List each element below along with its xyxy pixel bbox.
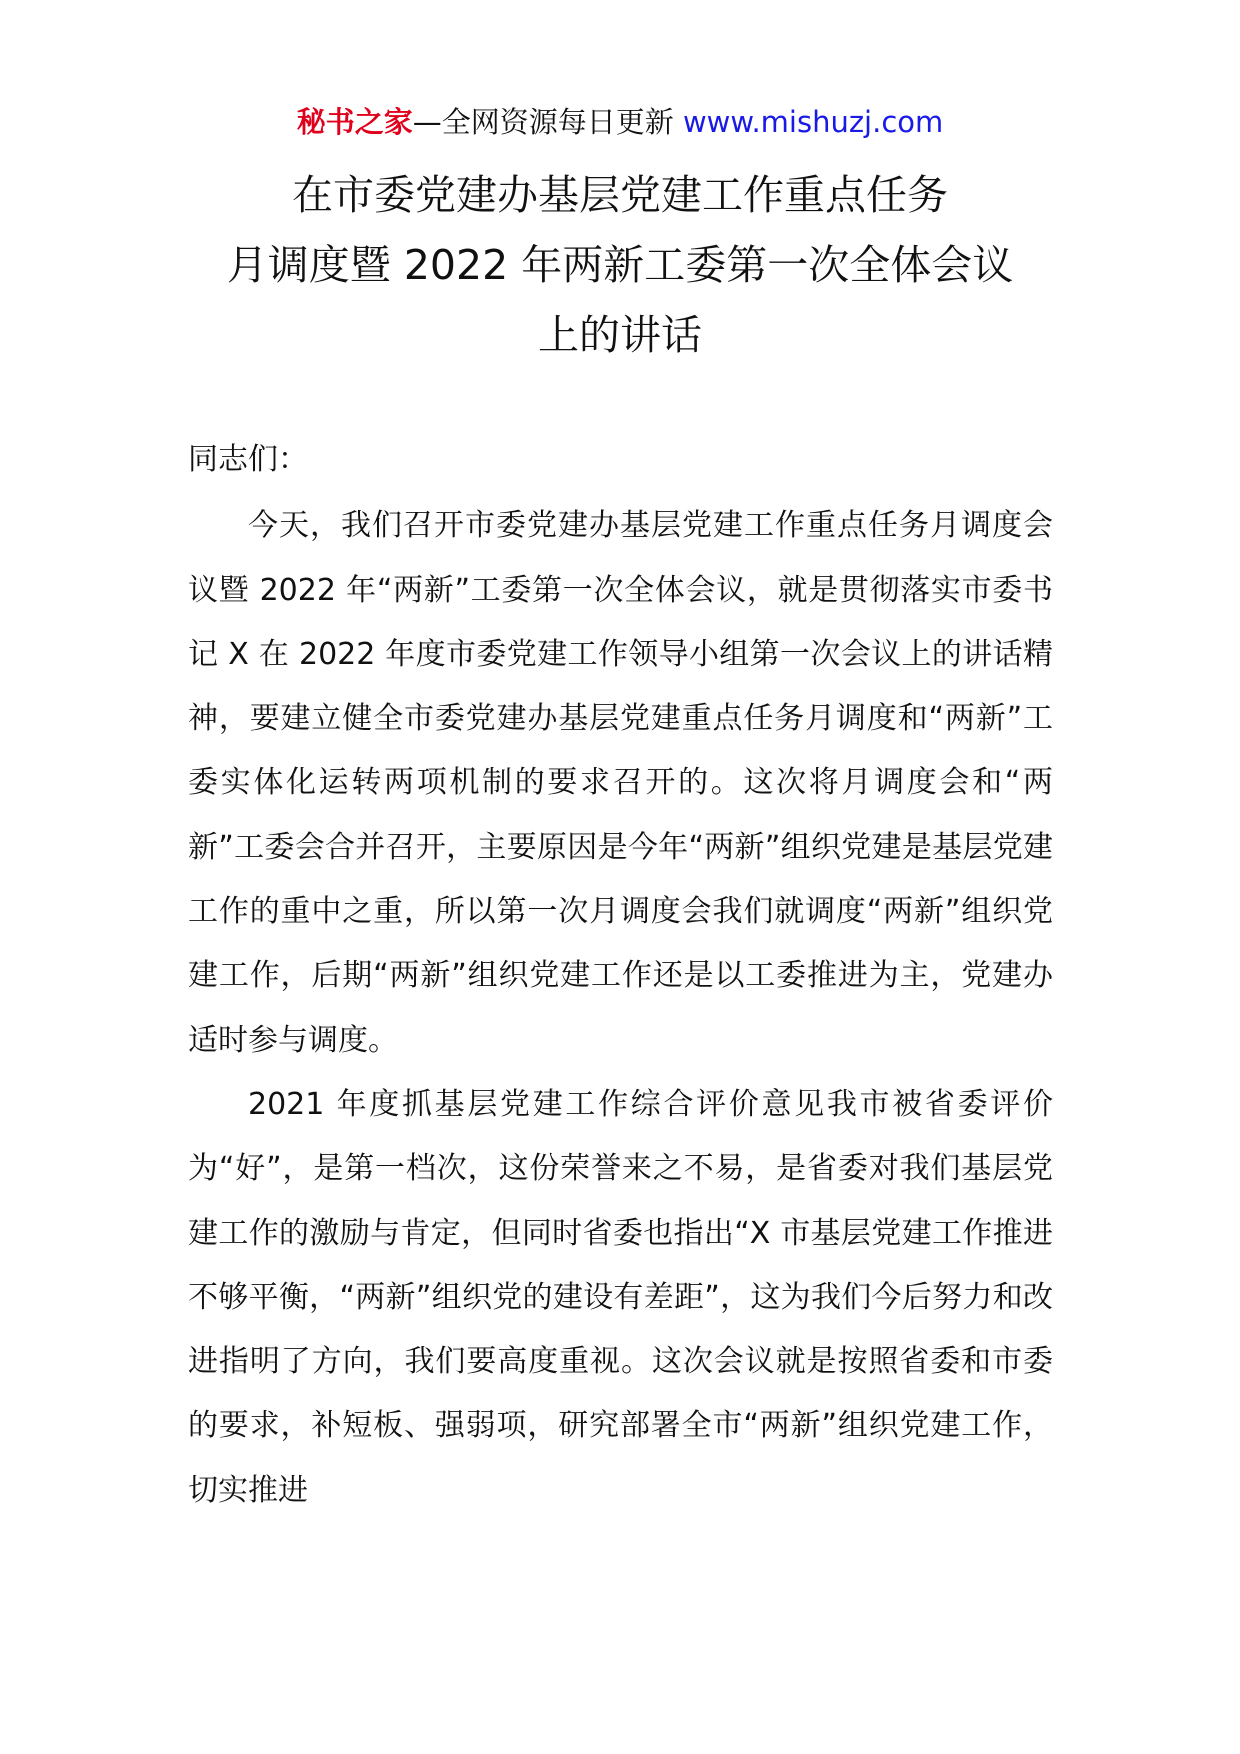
title-line-1: 在市委党建办基层党建工作重点任务 (292, 171, 948, 219)
greeting: 同志们： (188, 442, 308, 477)
paragraph-1: 今天，我们召开市委党建办基层党建工作重点任务月调度会议暨 2022 年“两新”工委第一次全体会议，就是贯彻落实市委书记 X 在 2022 年度市委党建工作领导小组第一次会议上的讲话精神，要建立健全市委党建办基层党建重点任务月调度和“两新”工委实体化运转两项机制的要求召开的。这次将月调度会和“两新”工委会合并召开，主要原因是今年“两新”组织党建是基层党建工作的重中之重，所以第一次月调度会我们就调度“两新”组织党建工作，后期“两新”组织党建工作还是以工委推进为主，党建办适时参与调度。 (188, 508, 1053, 1058)
title-line-3: 上的讲话 (538, 311, 702, 359)
slogan: —全网资源每日更新 (412, 105, 674, 139)
brand-name: 秘书之家 (296, 105, 413, 139)
site-url[interactable]: www.mishuzj.com (682, 105, 944, 139)
document-body (188, 428, 1053, 1523)
watermark-header (0, 102, 1240, 142)
document-title (140, 160, 1100, 370)
paragraph-2: 2021 年度抓基层党建工作综合评价意见我市被省委评价为“好”，是第一档次，这份荣誉来之不易，是省委对我们基层党建工作的激励与肯定，但同时省委也指出“X 市基层党建工作推进不够平衡，“两新”组织党的建设有差距”，这为我们今后努力和改进指明了方向，我们要高度重视。这次会议就是按照省委和市委的要求，补短板、强弱项，研究部署全市“两新”组织党建工作，切实推进 (188, 1086, 1053, 1508)
title-line-2: 月调度暨 2022 年两新工委第一次全体会议 (226, 241, 1014, 289)
